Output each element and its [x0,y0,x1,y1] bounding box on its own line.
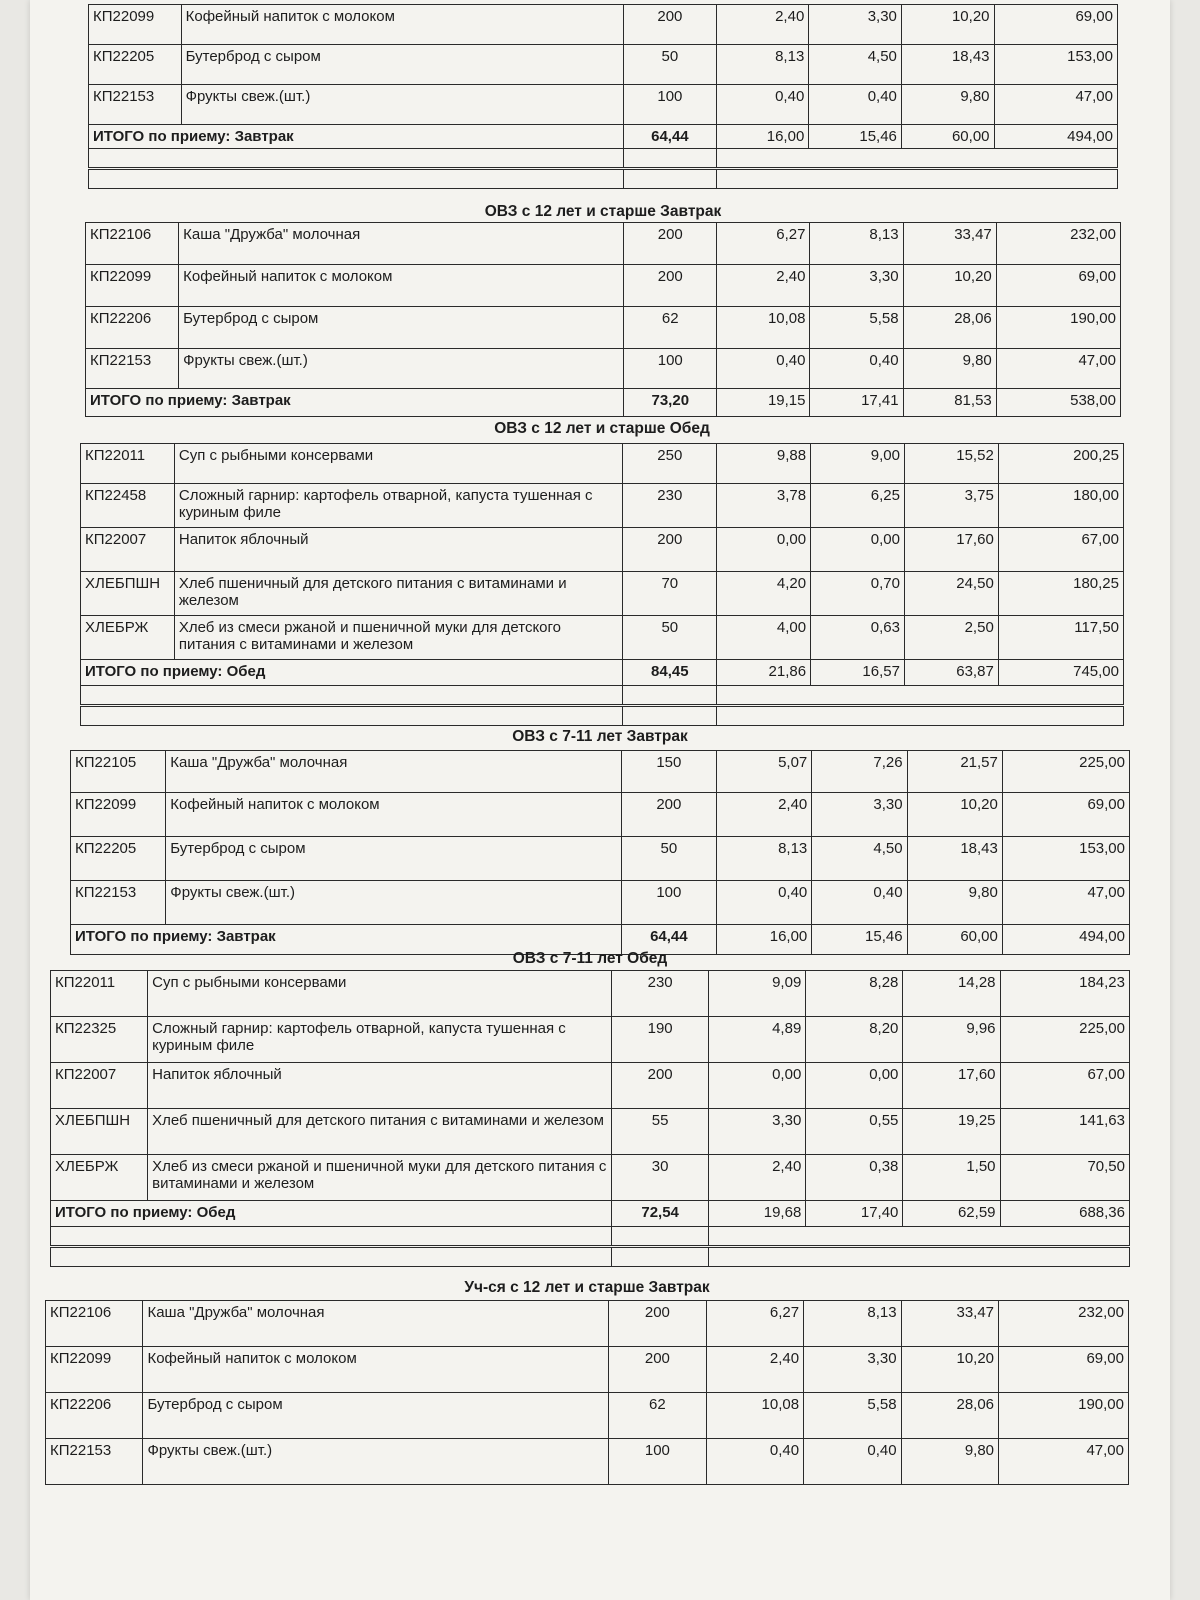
dish-weight: 200 [623,528,717,572]
dish-carbs: 24,50 [904,572,998,616]
dish-carbs: 9,80 [901,1439,998,1485]
dish-kcal: 67,00 [998,528,1123,572]
dish-row [81,444,1124,484]
total-row [86,389,1121,417]
blank-cell [89,169,624,189]
dish-carbs: 17,60 [904,528,998,572]
dish-carbs: 10,20 [901,1347,998,1393]
dish-row [51,1109,1130,1155]
dish-carbs: 18,43 [907,837,1002,881]
menu-table [80,443,1124,726]
dish-fat: 6,25 [811,484,905,528]
dish-weight: 62 [609,1393,706,1439]
dish-weight: 30 [612,1155,709,1201]
dish-name: Каша "Дружба" молочная [143,1301,609,1347]
dish-row [89,85,1118,125]
dish-name: Бутерброд с сыром [181,45,623,85]
total-weight: 72,54 [612,1201,709,1227]
dish-code: КП22099 [71,793,166,837]
total-fat: 17,40 [806,1201,903,1227]
dish-kcal: 225,00 [1000,1017,1129,1063]
dish-fat: 8,28 [806,971,903,1017]
dish-weight: 200 [624,5,717,45]
dish-carbs: 1,50 [903,1155,1000,1201]
total-carbs: 60,00 [901,125,994,149]
dish-name: Суп с рыбными консервами [174,444,623,484]
dish-weight: 190 [612,1017,709,1063]
blank-cell [612,1227,709,1247]
dish-name: Сложный гарнир: картофель отварной, капуста тушенная с куриным филе [174,484,623,528]
dish-carbs: 19,25 [903,1109,1000,1155]
dish-fat: 4,50 [809,45,902,85]
total-fat: 16,57 [811,660,905,686]
dish-row [71,837,1130,881]
dish-row [46,1393,1129,1439]
dish-protein: 0,00 [717,528,811,572]
blank-cell [51,1247,612,1267]
dish-fat: 3,30 [810,265,903,307]
dish-row [81,528,1124,572]
dish-code: КП22205 [89,45,182,85]
blank-row [51,1247,1130,1267]
dish-protein: 0,40 [706,1439,803,1485]
dish-row [51,1063,1130,1109]
dish-protein: 4,89 [709,1017,806,1063]
dish-kcal: 69,00 [1002,793,1129,837]
total-weight: 64,44 [624,125,717,149]
dish-name: Кофейный напиток с молоком [166,793,621,837]
dish-row [81,572,1124,616]
total-carbs: 60,00 [907,925,1002,955]
total-carbs: 63,87 [904,660,998,686]
dish-fat: 0,40 [804,1439,901,1485]
total-weight: 64,44 [621,925,716,955]
dish-protein: 0,40 [716,85,809,125]
dish-code: КП22007 [81,528,175,572]
menu-table [45,1300,1129,1485]
blank-cell [51,1227,612,1247]
dish-name: Каша "Дружба" молочная [166,751,621,793]
dish-carbs: 33,47 [901,1301,998,1347]
total-weight: 84,45 [623,660,717,686]
dish-name: Хлеб из смеси ржаной и пшеничной муки для детского питания с витаминами и железом [174,616,623,660]
dish-row [51,1017,1130,1063]
dish-protein: 2,40 [709,1155,806,1201]
dish-protein: 2,40 [717,265,810,307]
dish-row [51,1155,1130,1201]
dish-protein: 9,88 [717,444,811,484]
total-label: ИТОГО по приему: Обед [51,1201,612,1227]
dish-code: КП22105 [71,751,166,793]
dish-name: Напиток яблочный [148,1063,612,1109]
dish-fat: 5,58 [810,307,903,349]
dish-row [46,1301,1129,1347]
dish-code: КП22153 [86,349,179,389]
total-label: ИТОГО по приему: Завтрак [89,125,624,149]
dish-kcal: 47,00 [999,1439,1129,1485]
total-carbs: 81,53 [903,389,996,417]
total-fat: 15,46 [812,925,907,955]
dish-protein: 2,40 [706,1347,803,1393]
dish-row [86,265,1121,307]
section-title: ОВЗ с 12 лет и старше Завтрак [484,203,722,220]
blank-cell [612,1247,709,1267]
blank-cell [717,686,1124,706]
dish-kcal: 232,00 [999,1301,1129,1347]
dish-name: Бутерброд с сыром [166,837,621,881]
dish-code: ХЛЕБПШН [51,1109,148,1155]
dish-kcal: 69,00 [996,265,1120,307]
blank-cell [717,706,1124,726]
dish-carbs: 10,20 [903,265,996,307]
dish-row [81,616,1124,660]
dish-weight: 250 [623,444,717,484]
section-title: ОВЗ с 7-11 лет Обед [512,950,668,967]
dish-name: Хлеб пшеничный для детского питания с витаминами и железом [174,572,623,616]
total-protein: 19,15 [717,389,810,417]
dish-fat: 5,58 [804,1393,901,1439]
dish-protein: 8,13 [716,45,809,85]
dish-weight: 100 [624,349,717,389]
dish-row [89,5,1118,45]
dish-kcal: 184,23 [1000,971,1129,1017]
dish-weight: 70 [623,572,717,616]
dish-code: КП22206 [46,1393,143,1439]
dish-row [81,484,1124,528]
blank-cell [89,149,624,169]
dish-code: КП22106 [46,1301,143,1347]
dish-protein: 6,27 [706,1301,803,1347]
dish-code: КП22099 [86,265,179,307]
section-title: Уч-ся с 12 лет и старше Завтрак [464,1279,710,1296]
dish-code: КП22011 [81,444,175,484]
dish-code: ХЛЕБРЖ [51,1155,148,1201]
total-kcal: 538,00 [996,389,1120,417]
dish-carbs: 17,60 [903,1063,1000,1109]
dish-carbs: 9,80 [903,349,996,389]
dish-carbs: 18,43 [901,45,994,85]
dish-row [86,223,1121,265]
dish-protein: 3,30 [709,1109,806,1155]
dish-carbs: 9,80 [907,881,1002,925]
dish-kcal: 47,00 [1002,881,1129,925]
dish-code: КП22325 [51,1017,148,1063]
dish-row [71,751,1130,793]
dish-name: Хлеб из смеси ржаной и пшеничной муки для детского питания с витаминами и железом [148,1155,612,1201]
dish-weight: 100 [621,881,716,925]
dish-carbs: 9,80 [901,85,994,125]
dish-name: Фрукты свеж.(шт.) [166,881,621,925]
total-label: ИТОГО по приему: Завтрак [86,389,624,417]
total-fat: 15,46 [809,125,902,149]
dish-kcal: 141,63 [1000,1109,1129,1155]
dish-name: Фрукты свеж.(шт.) [181,85,623,125]
total-weight: 73,20 [624,389,717,417]
total-fat: 17,41 [810,389,903,417]
total-protein: 16,00 [716,125,809,149]
dish-weight: 150 [621,751,716,793]
dish-name: Бутерброд с сыром [143,1393,609,1439]
dish-fat: 0,70 [811,572,905,616]
menu-section-table [50,970,1130,1267]
dish-carbs: 2,50 [904,616,998,660]
blank-cell [716,169,1117,189]
dish-row [89,45,1118,85]
dish-carbs: 15,52 [904,444,998,484]
dish-protein: 2,40 [716,793,811,837]
dish-code: ХЛЕБПШН [81,572,175,616]
dish-weight: 200 [624,223,717,265]
blank-cell [81,706,623,726]
dish-name: Фрукты свеж.(шт.) [179,349,624,389]
total-kcal: 688,36 [1000,1201,1129,1227]
dish-weight: 230 [612,971,709,1017]
dish-weight: 62 [624,307,717,349]
total-label: ИТОГО по приему: Обед [81,660,623,686]
dish-weight: 200 [621,793,716,837]
blank-cell [624,149,717,169]
dish-kcal: 69,00 [994,5,1117,45]
dish-carbs: 33,47 [903,223,996,265]
dish-row [71,793,1130,837]
dish-name: Кофейный напиток с молоком [179,265,624,307]
dish-protein: 3,78 [717,484,811,528]
dish-kcal: 180,25 [998,572,1123,616]
total-kcal: 494,00 [994,125,1117,149]
dish-row [46,1439,1129,1485]
dish-weight: 230 [623,484,717,528]
dish-weight: 200 [612,1063,709,1109]
dish-name: Сложный гарнир: картофель отварной, капуста тушенная с куриным филе [148,1017,612,1063]
dish-fat: 8,20 [806,1017,903,1063]
total-label: ИТОГО по приему: Завтрак [71,925,622,955]
total-protein: 16,00 [716,925,811,955]
dish-carbs: 10,20 [907,793,1002,837]
dish-code: КП22205 [71,837,166,881]
dish-code: КП22153 [89,85,182,125]
dish-kcal: 190,00 [999,1393,1129,1439]
dish-protein: 10,08 [706,1393,803,1439]
dish-fat: 0,40 [812,881,907,925]
dish-kcal: 153,00 [1002,837,1129,881]
dish-fat: 0,38 [806,1155,903,1201]
dish-carbs: 21,57 [907,751,1002,793]
blank-row [51,1227,1130,1247]
dish-protein: 4,20 [717,572,811,616]
menu-section-table [88,4,1118,189]
dish-kcal: 69,00 [999,1347,1129,1393]
dish-kcal: 47,00 [996,349,1120,389]
dish-fat: 0,55 [806,1109,903,1155]
dish-kcal: 117,50 [998,616,1123,660]
blank-cell [709,1247,1130,1267]
section-title: ОВЗ с 7-11 лет Завтрак [512,728,688,745]
dish-kcal: 225,00 [1002,751,1129,793]
dish-protein: 4,00 [717,616,811,660]
dish-protein: 10,08 [717,307,810,349]
dish-protein: 0,00 [709,1063,806,1109]
blank-row [81,706,1124,726]
menu-table [88,4,1118,189]
dish-protein: 8,13 [716,837,811,881]
total-kcal: 494,00 [1002,925,1129,955]
dish-fat: 3,30 [804,1347,901,1393]
menu-table [70,750,1130,955]
dish-fat: 3,30 [812,793,907,837]
dish-code: ХЛЕБРЖ [81,616,175,660]
dish-protein: 9,09 [709,971,806,1017]
menu-table [50,970,1130,1267]
dish-row [46,1347,1129,1393]
dish-fat: 0,63 [811,616,905,660]
dish-weight: 100 [624,85,717,125]
dish-kcal: 200,25 [998,444,1123,484]
dish-protein: 2,40 [716,5,809,45]
dish-weight: 50 [621,837,716,881]
blank-row [89,149,1118,169]
dish-kcal: 47,00 [994,85,1117,125]
dish-name: Хлеб пшеничный для детского питания с витаминами и железом [148,1109,612,1155]
menu-section-table [70,750,1130,955]
dish-carbs: 28,06 [901,1393,998,1439]
dish-kcal: 153,00 [994,45,1117,85]
dish-row [86,307,1121,349]
dish-name: Бутерброд с сыром [179,307,624,349]
dish-code: КП22099 [46,1347,143,1393]
dish-carbs: 28,06 [903,307,996,349]
dish-code: КП22011 [51,971,148,1017]
dish-weight: 100 [609,1439,706,1485]
dish-name: Фрукты свеж.(шт.) [143,1439,609,1485]
dish-kcal: 232,00 [996,223,1120,265]
dish-carbs: 9,96 [903,1017,1000,1063]
dish-fat: 8,13 [810,223,903,265]
dish-protein: 5,07 [716,751,811,793]
dish-weight: 200 [609,1347,706,1393]
blank-row [81,686,1124,706]
dish-row [51,971,1130,1017]
dish-kcal: 67,00 [1000,1063,1129,1109]
total-carbs: 62,59 [903,1201,1000,1227]
dish-weight: 50 [623,616,717,660]
dish-code: КП22099 [89,5,182,45]
menu-section-table [45,1300,1129,1485]
blank-cell [624,169,717,189]
dish-kcal: 70,50 [1000,1155,1129,1201]
dish-row [71,881,1130,925]
blank-cell [623,686,717,706]
dish-name: Каша "Дружба" молочная [179,223,624,265]
total-protein: 21,86 [717,660,811,686]
dish-carbs: 3,75 [904,484,998,528]
menu-table [85,222,1121,417]
dish-fat: 9,00 [811,444,905,484]
dish-name: Кофейный напиток с молоком [143,1347,609,1393]
dish-carbs: 14,28 [903,971,1000,1017]
dish-fat: 0,40 [809,85,902,125]
dish-kcal: 180,00 [998,484,1123,528]
dish-fat: 8,13 [804,1301,901,1347]
dish-protein: 0,40 [717,349,810,389]
dish-code: КП22106 [86,223,179,265]
blank-cell [709,1227,1130,1247]
dish-weight: 50 [624,45,717,85]
blank-cell [716,149,1117,169]
dish-name: Суп с рыбными консервами [148,971,612,1017]
dish-kcal: 190,00 [996,307,1120,349]
dish-fat: 4,50 [812,837,907,881]
dish-fat: 0,00 [806,1063,903,1109]
dish-code: КП22458 [81,484,175,528]
dish-protein: 0,40 [716,881,811,925]
blank-cell [81,686,623,706]
total-row [81,660,1124,686]
dish-code: КП22206 [86,307,179,349]
dish-fat: 3,30 [809,5,902,45]
document-sheet [30,0,1170,1600]
dish-code: КП22153 [46,1439,143,1485]
dish-protein: 6,27 [717,223,810,265]
dish-weight: 55 [612,1109,709,1155]
total-protein: 19,68 [709,1201,806,1227]
dish-row [86,349,1121,389]
dish-weight: 200 [609,1301,706,1347]
dish-fat: 7,26 [812,751,907,793]
blank-cell [623,706,717,726]
total-kcal: 745,00 [998,660,1123,686]
blank-row [89,169,1118,189]
dish-carbs: 10,20 [901,5,994,45]
total-row [51,1201,1130,1227]
dish-code: КП22007 [51,1063,148,1109]
menu-section-table [80,443,1124,726]
section-title: ОВЗ с 12 лет и старше Обед [494,420,710,437]
dish-fat: 0,40 [810,349,903,389]
dish-fat: 0,00 [811,528,905,572]
total-row [89,125,1118,149]
dish-code: КП22153 [71,881,166,925]
menu-section-table [85,222,1121,417]
dish-name: Напиток яблочный [174,528,623,572]
dish-weight: 200 [624,265,717,307]
dish-name: Кофейный напиток с молоком [181,5,623,45]
